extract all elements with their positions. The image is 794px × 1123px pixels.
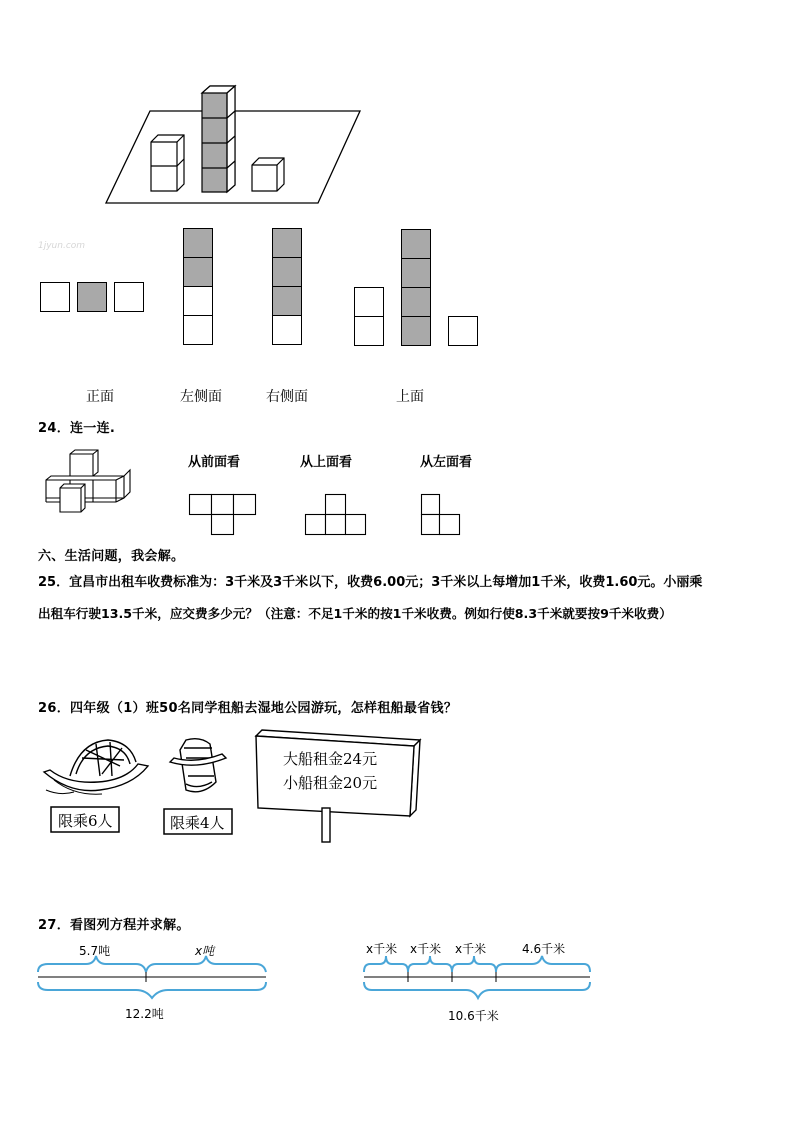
q24-view-left-label: 从左面看: [420, 455, 473, 470]
section6-title: 六、生活问题，我会解。: [38, 549, 185, 564]
label-left-side: 左侧面: [180, 389, 222, 405]
big-boat-label: 限乘6人: [58, 812, 113, 830]
view-right-side: [272, 228, 304, 346]
q24-view-front-label: 从前面看: [188, 455, 241, 470]
sign-line1: 大船租金24元: [283, 750, 378, 768]
q24-shape-c: [421, 494, 471, 538]
q26-title: 26．四年级（1）班50名同学租船去湿地公园游玩，怎样租船最省钱？: [38, 701, 458, 716]
q24-shape-b: [305, 494, 377, 538]
q25-line2: 出租车行驶13.5千米，应交费多少元？（注意：不足1千米的按1千米收费。例如行使8.3千米就要按9千米收费）: [38, 606, 672, 621]
label-top: 上面: [396, 389, 424, 405]
q25-line1: 25．宜昌市出租车收费标准为：3千米及3千米以下，收费6.00元；3千米以上每增加1千米，收费1.60元。小丽乘: [38, 575, 703, 590]
watermark: 1jyun.com: [38, 241, 86, 251]
label-front: 正面: [86, 389, 114, 405]
sign-line2: 小船租金20元: [283, 774, 378, 792]
view-left-side: [183, 228, 215, 346]
small-boat-label: 限乘4人: [170, 814, 225, 832]
q27-right-total: 10.6千米: [448, 1009, 499, 1023]
q24-view-top-label: 从上面看: [300, 455, 353, 470]
small-boat-illustration: [166, 736, 230, 802]
q27-right-part3: x千米: [455, 942, 487, 956]
q27-title: 27．看图列方程并求解。: [38, 918, 190, 933]
label-right-side: 右侧面: [266, 389, 308, 405]
q27-right-diagram: [362, 952, 596, 1002]
q24-title: 24．连一连.: [38, 421, 116, 436]
cube-stack-figure: [0, 0, 794, 220]
big-boat-illustration: [40, 736, 152, 800]
q27-left-diagram: [36, 950, 272, 1002]
q27-left-total: 12.2吨: [125, 1007, 164, 1021]
q27-left-part1: 5.7吨: [79, 944, 111, 958]
q24-shape-a: [189, 494, 261, 538]
q24-solid-figure: [44, 450, 138, 520]
q27-right-part1: x千米: [366, 942, 398, 956]
view-front: [40, 282, 146, 312]
q27-left-part2: x吨: [195, 944, 215, 958]
q27-right-part4: 4.6千米: [522, 942, 566, 956]
q27-right-part2: x千米: [410, 942, 442, 956]
view-top: [354, 229, 482, 347]
